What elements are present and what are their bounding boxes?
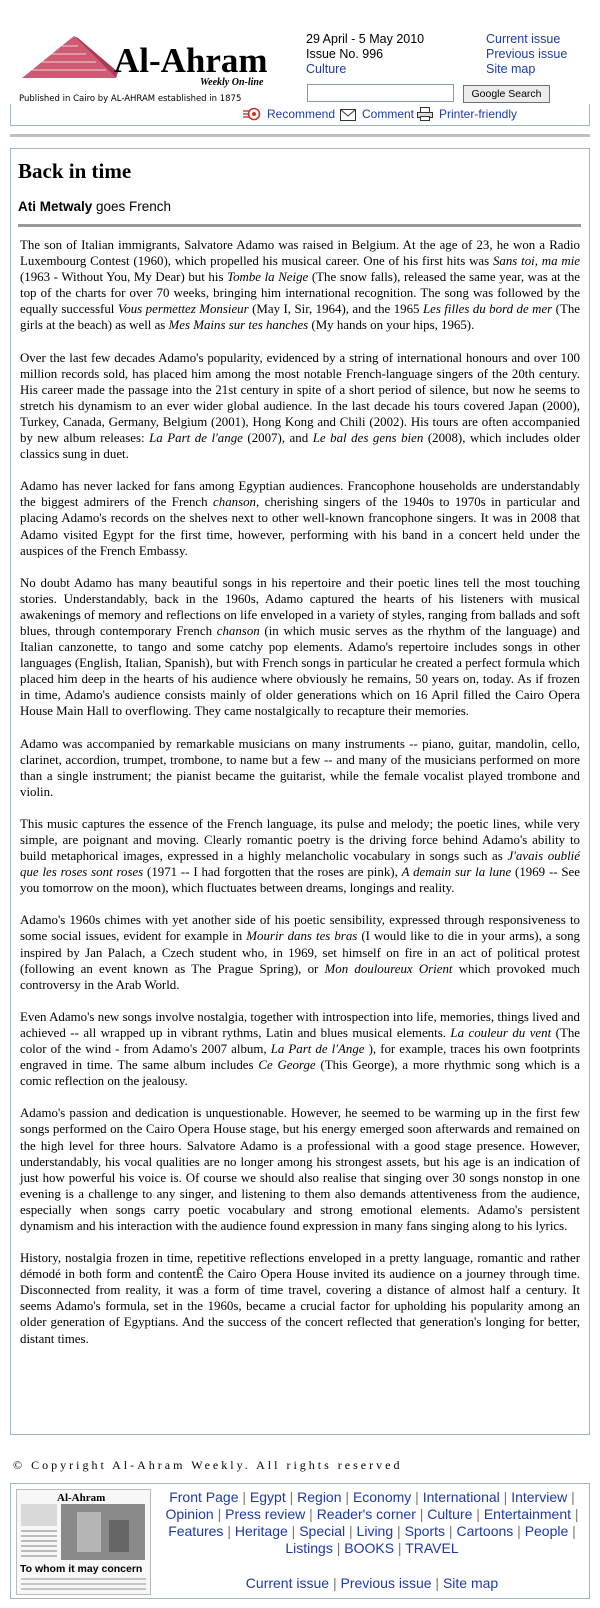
comment-label: Comment <box>362 107 415 121</box>
italic-title: Tombe la Neige <box>227 270 309 285</box>
text-run: (2008), which includes older classics sung in duet. <box>20 431 580 462</box>
text-run: , cherishing singers of the 1940s to 1970s in particular and placing Adamo's records on the shelves next to other well-known francophone singers. It was in 2008 that Adamo visited Egypt for the first time, however, performing with his band in a concert held under the auspices of the French Embassy. <box>20 495 581 558</box>
logo-title: Al-Ahram <box>114 41 268 80</box>
footer-nav-entertainment[interactable]: Entertainment <box>483 1506 572 1522</box>
article-paragraph <box>20 1250 580 1347</box>
thumb-masthead: Al-Ahram <box>57 1492 106 1504</box>
italic-title: Mes Mains sur tes hanches <box>168 318 309 333</box>
article-paragraph <box>20 1105 580 1234</box>
article-rule <box>18 224 581 227</box>
footer-nav-interview[interactable]: Interview <box>511 1489 568 1505</box>
footer-nav-egypt[interactable]: Egypt <box>249 1489 286 1505</box>
text-run: (2007), and <box>242 431 313 446</box>
italic-title: A demain sur la lune <box>401 865 512 880</box>
text-run: (1969 -- See you tomorrow on the moon), which fluctuates between dreams, longings and reality. <box>20 865 580 896</box>
issue-cover-thumbnail[interactable] <box>16 1489 151 1595</box>
pyramid-icon <box>22 36 118 78</box>
site-header <box>0 0 600 140</box>
italic-title: chanson <box>213 495 256 510</box>
footer-nav-economy[interactable]: Economy <box>352 1489 412 1505</box>
text-run: History, nostalgia frozen in time, repetitive reflections enveloped in a pretty language, romantic and rather démodé in both form and contentÊ the Cairo Opera House invited its audience on a journey through time. Disconnected from reality, it was a form of time travel, covering a distance of almost half a century. It seems Adamo's formula, set in the 1960s, became a crucial factor for upholding his popularity among an older generation of Egyptians. And the success of the concert reflected that generation's longing for better, distant times. <box>20 1251 580 1346</box>
copyright-notice: © Copyright Al-Ahram Weekly. All rights reserved <box>13 1458 403 1472</box>
footer-nav: Front Page | Egypt | Region | Economy | International | Interview | Opinion | Press review | Reader's corner | Culture | Entertainment | Features | Heritage | Special | Living | Sports | Cartoons | People | Listings | BOOKS | TRAVEL <box>165 1489 579 1556</box>
text-run: Even Adamo's new songs involve nostalgia, together with introspection into life, memories, things lived and achieved -- all wrapped up in vibrant rythms, Latin and blues musical elements. <box>20 1009 580 1040</box>
footer-nav-sports[interactable]: Sports <box>404 1523 446 1539</box>
issue-number: Issue No. 996 <box>306 47 384 61</box>
search-input[interactable] <box>307 84 454 102</box>
italic-title: chanson <box>216 623 260 638</box>
text-run: (1963 - Without You, My Dear) but his <box>20 270 228 285</box>
text-run: (in which music serves as the rhythm of the language) and Italian canzonette, to tango and some catchy pop elements. Adamo's repertoire includes songs in other languages (English, Italian, Spanish), but with French songs in particular he created a perfect formula which placed him deep in the hearts of his audience where obviously he remains, 50 years on, today. As if frozen in time, Adamo's audience consists mainly of older generations which on 16 April filled the Cairo Opera House Main Hall to overflowing. They came nostalgically to recapture their memories. <box>20 623 580 719</box>
italic-title: La Part de l'ange <box>149 431 243 446</box>
logo-subtitle: Weekly On-line <box>200 77 264 88</box>
italic-title: Les filles du bord de mer <box>422 302 553 317</box>
text-run: (This George), a more rhythmic song which is a comic reflection on the jealousy. <box>20 1058 580 1089</box>
google-search-button[interactable]: Google Search <box>463 85 550 103</box>
footer-nav-front-page[interactable]: Front Page <box>169 1489 239 1505</box>
text-run: (I would like to die in your arms), a song inspired by Jan Palach, a Czech student who, in 1969, set himself on fire in an act of political protest (following an event known as The Prague Spring), or <box>20 929 580 976</box>
italic-title: Vous permettez Monsieur <box>117 302 249 317</box>
text-run: Over the last few decades Adamo's popularity, evidenced by a string of international honours and over 100 million records sold, has placed him among the most notable French-language singers of the 20th century. His career made the passage into the 21st century in spite of a short period of silence, but now he seems to stretch his dynamism to an ever wider global audience. In the last decade his tours covered Japan (2000), Turkey, Canada, Germany, Belgium (2001), Hong Kong and Chili (2002). His tours are often accompanied by new album releases: <box>20 350 580 446</box>
footer-nav-travel[interactable]: TRAVEL <box>405 1540 459 1556</box>
article-box <box>10 148 590 1435</box>
recommend-link[interactable] <box>243 107 335 121</box>
recommend-icon <box>243 107 261 121</box>
italic-title: Mon douloureux Orient <box>324 961 453 976</box>
footer-nav-listings[interactable]: Listings <box>285 1540 333 1556</box>
section-link-culture[interactable]: Culture <box>306 62 347 76</box>
footer-nav-books[interactable]: BOOKS <box>344 1540 395 1556</box>
author-name: Ati Metwaly <box>18 199 93 214</box>
article-paragraph <box>20 736 580 800</box>
article-body <box>20 237 580 1363</box>
footer-nav-cartoons[interactable]: Cartoons <box>456 1523 514 1539</box>
article-paragraph <box>20 912 580 992</box>
text-run: Adamo's passion and dedication is unquestionable. However, he seemed to be warming up in the first few songs performed on the Cairo Opera House stage, but his energy emerged soon afterwards and remained on the high level for three hours. Salvatore Adamo is a professional with a good stage presence. However, understandably, his vocal qualities are no longer among his strongest assets, but his age is an indication of just how powerful his voice is. Of course we should also realise that singing over 30 songs nonstop in one evening is a challenge to any singer, and listening to them also demands attentiveness from the audience, especially when songs carry poetic vocabulary and strong emotional elements. Adamo's persistent dynamism and his interaction with the audience found expression in many fans singing along to his lyrics. <box>20 1106 580 1233</box>
footer-bottom-links: Current issue | Previous issue | Site map <box>245 1575 499 1591</box>
byline-rest: goes French <box>92 199 172 214</box>
text-run: (The color of the wind - from Adamo's 2007 album, <box>20 1025 580 1057</box>
article-paragraph <box>20 816 580 896</box>
footer-nav-reader-s-corner[interactable]: Reader's corner <box>316 1506 416 1522</box>
footer-nav-features[interactable]: Features <box>168 1523 224 1539</box>
text-run: The son of Italian immigrants, Salvatore Adamo was raised in Belgium. At the age of 23, he won a Radio Luxembourg Contest (1960), which propelled his musical career. One of his first hits was <box>20 238 580 269</box>
article-paragraph <box>20 237 580 334</box>
printer-friendly-label: Printer-friendly <box>439 107 518 121</box>
footer-nav-culture[interactable]: Culture <box>427 1506 473 1522</box>
footer-box <box>10 1483 590 1599</box>
footer-nav-heritage[interactable]: Heritage <box>234 1523 288 1539</box>
italic-title: Sans toi, ma mie <box>492 254 580 269</box>
text-run: (May I, Sir, 1964), and the 1965 <box>248 302 423 317</box>
article-tools-bar <box>10 104 590 126</box>
issue-date: 29 April - 5 May 2010 <box>306 32 425 46</box>
previous-issue-link[interactable]: Previous issue <box>486 47 568 61</box>
byline <box>18 199 171 214</box>
thumb-headline: To whom it may concern <box>20 1563 143 1575</box>
issue-info <box>306 32 424 77</box>
current-issue-link[interactable]: Current issue <box>486 32 561 46</box>
article-paragraph <box>20 575 580 720</box>
printer-friendly-link[interactable] <box>417 107 517 121</box>
italic-title: J'avais oublié que les roses sont roses <box>20 849 580 880</box>
article-paragraph <box>20 350 580 463</box>
footer-link-previous-issue[interactable]: Previous issue <box>340 1575 432 1591</box>
text-run: which provoked much controversy in the Arab World. <box>20 961 581 992</box>
footer-nav-region[interactable]: Region <box>297 1489 342 1505</box>
footer-link-site-map[interactable]: Site map <box>442 1575 499 1591</box>
footer-nav-international[interactable]: International <box>422 1489 500 1505</box>
footer-nav-press-review[interactable]: Press review <box>225 1506 306 1522</box>
footer-nav-special[interactable]: Special <box>299 1523 346 1539</box>
italic-title: Mourir dans tes bras <box>246 929 358 944</box>
text-run: No doubt Adamo has many beautiful songs in his repertoire and their poetic lines tell the most touching stories. Understandably, back in the 1960s, Adamo captured the hearts of his listeners with musical awakenings of memory and reflections on life enveloped in a variety of styles, ranging from ballads and soft blues, through contemporary French <box>20 575 580 638</box>
text-run: Adamo was accompanied by remarkable musicians on many instruments -- piano, guitar, mandolin, cello, clarinet, accordion, trumpet, trombone, to name but a few -- and many of the musicians performed on more than a single instrument; the pianist became the guitarist, while the female vocalist played trombone and violin. <box>20 736 580 799</box>
italic-title: La Part de l'Ange <box>270 1042 365 1057</box>
text-run: This music captures the essence of the French language, its pulse and melody; the poetic lines, while very simple, are poignant and moving. Clearly romantic poetry is the driving force behind Adamo's ability to build metaphorical images, expressed in a highly melancholic vocabulary in songs such as <box>20 816 580 864</box>
text-run: (1971 -- I had forgotten that the roses are pink), <box>143 865 402 880</box>
printer-icon <box>417 107 433 121</box>
article-paragraph <box>20 1009 580 1089</box>
text-run: (The snow falls), released the same year, was at the top of the charts for over 70 weeks, bringing him international recognition. The song was followed by the equally successful <box>20 270 580 317</box>
footer-link-current-issue[interactable]: Current issue <box>245 1575 330 1591</box>
recommend-label: Recommend <box>267 107 336 121</box>
text-run: (My hands on your hips, 1965). <box>308 318 475 333</box>
article-paragraph <box>20 478 580 558</box>
footer-nav-living[interactable]: Living <box>356 1523 394 1539</box>
text-run: (The girls at the beach) as well as <box>20 302 580 333</box>
italic-title: La couleur du vent <box>450 1025 552 1040</box>
footer-nav-opinion[interactable]: Opinion <box>165 1506 214 1522</box>
site-map-link[interactable]: Site map <box>486 62 536 76</box>
footer-nav-people[interactable]: People <box>524 1523 569 1539</box>
text-run: Adamo's 1960s chimes with yet another side of his poetic sensibility, expressed through responsiveness to some social issues, evident for example in <box>20 913 580 944</box>
italic-title: Ce George <box>258 1058 316 1073</box>
article-title: Back in time <box>18 159 132 183</box>
header-divider <box>10 134 590 137</box>
top-links <box>486 32 567 77</box>
published-note: Published in Cairo by AL-AHRAM established in 1875 <box>19 94 242 104</box>
comment-link[interactable] <box>340 107 414 121</box>
italic-title: Le bal des gens bien <box>312 431 424 446</box>
text-run: ), for example, traces his own footprints engraved in time. The same album includes <box>20 1042 580 1073</box>
text-run: Adamo has never lacked for fans among Egyptian audiences. Francophone households are understandably the biggest admirers of the French <box>20 479 580 510</box>
envelope-icon <box>340 109 356 121</box>
